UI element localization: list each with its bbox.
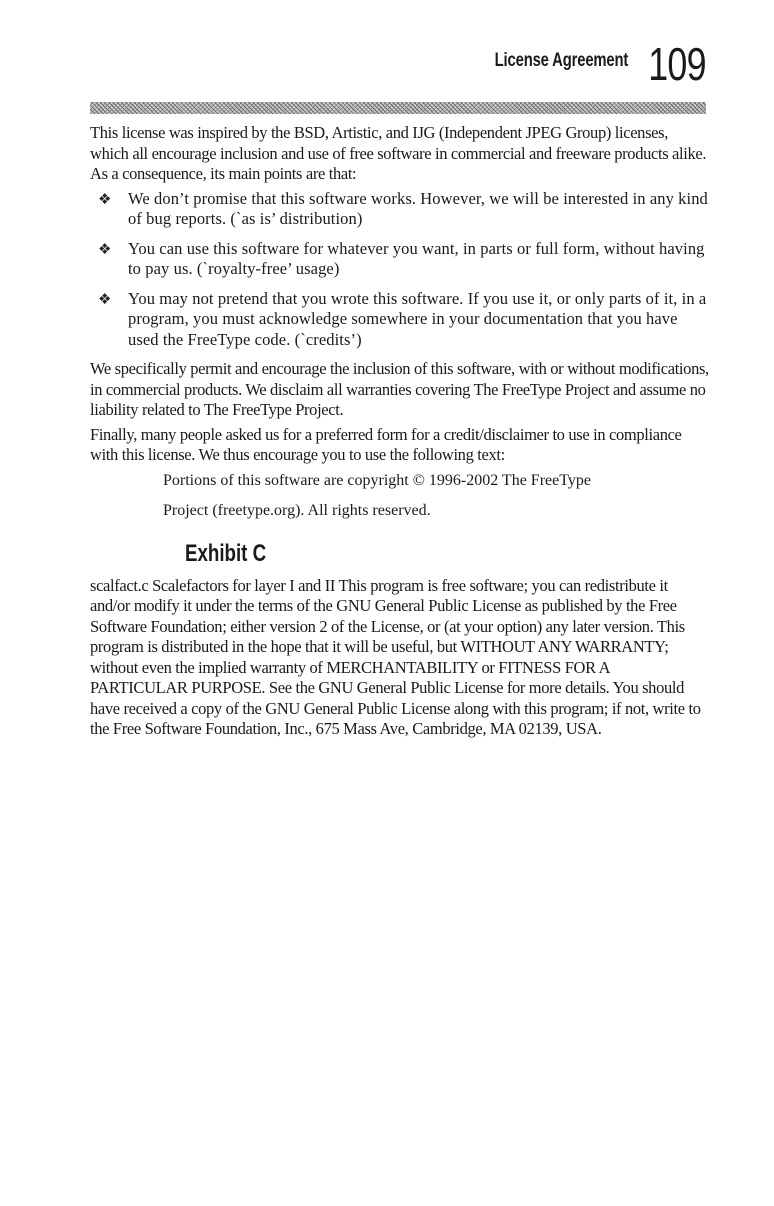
exhibit-body: scalfact.c Scalefactors for layer I and II This program is free software; you can redistribute it and/or modify it under the terms of the GNU General Public License as published by the Free Software Foundation; either version 2 of the License, or (at your option) any later version. This program is distributed in the hope that it will be useful, but WITHOUT ANY WARRANTY; without even the implied warranty of MERCHANTABILITY or FITNESS FOR A PARTICULAR PURPOSE. See the GNU General Public License for more details. You should have received a copy of the GNU General Public License along with this program; if not, write to the Free Software Foundation, Inc., 675 Mass Ave, Cambridge, MA 02139, USA.: [90, 575, 701, 738]
list-item: [90, 239, 710, 280]
diamond-bullet-icon: ❖: [98, 189, 112, 208]
intro-paragraph: This license was inspired by the BSD, Artistic, and IJG (Independent JPEG Group) licenses, which all encourage inclusion and use of free software in commercial and freeware products alike. As a consequence, its main points are that:: [90, 123, 707, 183]
diamond-bullet-icon: ❖: [98, 289, 112, 308]
list-item-text: You can use this software for whatever you want, in parts or full form, without having to pay us. (`royalty-free’ usage): [128, 238, 705, 278]
diamond-bullet-icon: ❖: [98, 239, 112, 258]
section-title: License Agreement: [494, 50, 628, 71]
list-item-text: You may not pretend that you wrote this software. If you use it, or only parts of it, in a program, you must acknowledge somewhere in your documentation that you have used the FreeType code. (`credits’): [128, 288, 707, 349]
finally-paragraph: Finally, many people asked us for a preferred form for a credit/disclaimer to use in compliance with this license. We thus encourage you to use the following text:: [90, 424, 682, 464]
permit-paragraph: We specifically permit and encourage the inclusion of this software, with or without modifications, in commercial products. We disclaim all warranties covering The FreeType Project and assume no liability related to The FreeType Project.: [90, 359, 709, 419]
credit-text-line: Project (freetype.org). All rights reserved.: [163, 501, 431, 519]
credit-text-line: Portions of this software are copyright © 1996-2002 The FreeType: [163, 471, 591, 489]
credit-text-block: [163, 470, 710, 522]
page-body: [90, 123, 710, 744]
list-item: [90, 289, 710, 351]
page-header: [0, 38, 706, 98]
list-item: [90, 189, 710, 230]
exhibit-heading: Exhibit C: [185, 539, 267, 567]
header-divider: [90, 102, 706, 114]
page-number: 109: [648, 38, 706, 90]
license-points-list: [90, 189, 710, 351]
list-item-text: We don’t promise that this software works. However, we will be interested in any kind of bug reports. (`as is’ distribution): [128, 188, 708, 228]
